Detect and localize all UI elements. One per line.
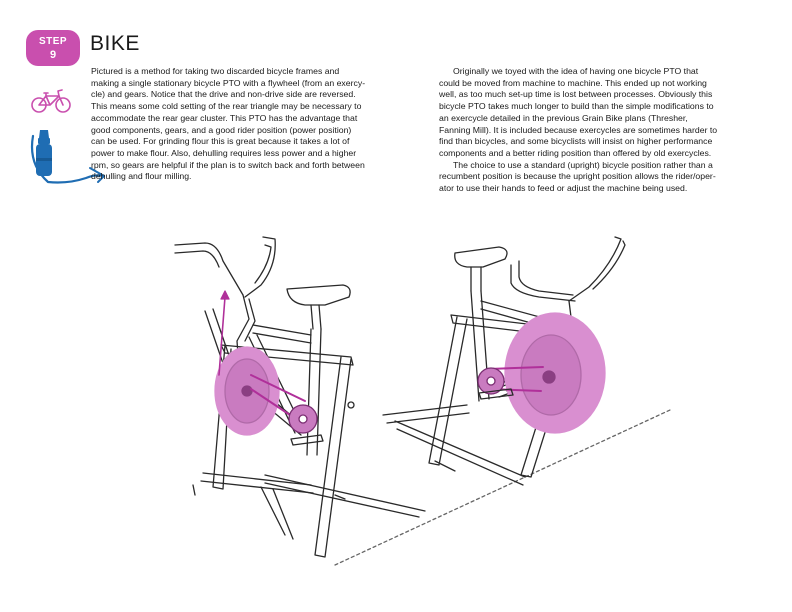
text-line: good components, gears, and a good rider position (power position) [91,124,352,135]
text-line: making a single stationary bicycle PTO with a flywheel (from an exercy- [91,77,366,88]
bike-pto-illustration [165,225,675,585]
text-line: bicycle PTO takes much longer to build than the simple modifications to [439,101,714,112]
text-line: Fanning Mill). It is included because exercycles are sometimes harder to [439,124,718,135]
step-badge [26,30,80,66]
bicycle-icon [30,88,72,114]
page-title: BIKE [90,32,140,55]
text-line: rpm, so gears are helpful if the plan is to switch back and forth between [91,159,365,170]
text-line: an exercycle detailed in the previous Grain Bike plans (Thresher, [439,112,688,123]
text-line: Pictured is a method for taking two discarded bicycle frames and [91,66,340,76]
text-line: Originally we toyed with the idea of having one bicycle PTO that [453,66,699,76]
text-line: find than bicycles, and some bicyclists will insist on higher performance [439,136,713,147]
text-line: dehulling and flour milling. [91,171,192,182]
text-line: cle) and gears. Notice that the drive and non-drive side are reversed. [91,89,356,100]
text-line: recumbent position is because the upright position allows the rider/oper- [439,171,716,182]
text-line: well, as too much set-up time is lost between processes. Obviously this [439,89,713,100]
text-line: components and a better riding position than offered by old exercycles. [439,147,712,158]
text-line: could be moved from machine to machine. This ended up not working [439,77,707,88]
text-line: This means some cold setting of the rear triangle may be necessary to [91,101,362,112]
text-line: The choice to use a standard (upright) bicycle position rather than a [453,159,713,170]
text-line: ator to use their hands to feed or adjust the machine being used. [439,183,688,194]
left-text-column [91,66,441,183]
step-number: 9 [49,49,57,61]
text-line: power to make flour. Also, dehulling requires less power and a higher [91,147,357,158]
text-line: can be used. For grinding flour this is great because it takes a lot of [91,136,350,147]
right-text-column [439,66,769,195]
text-line: accommodate the rear gear cluster. This PTO has the advantage that [91,112,358,123]
step-label: STEP [38,36,68,47]
